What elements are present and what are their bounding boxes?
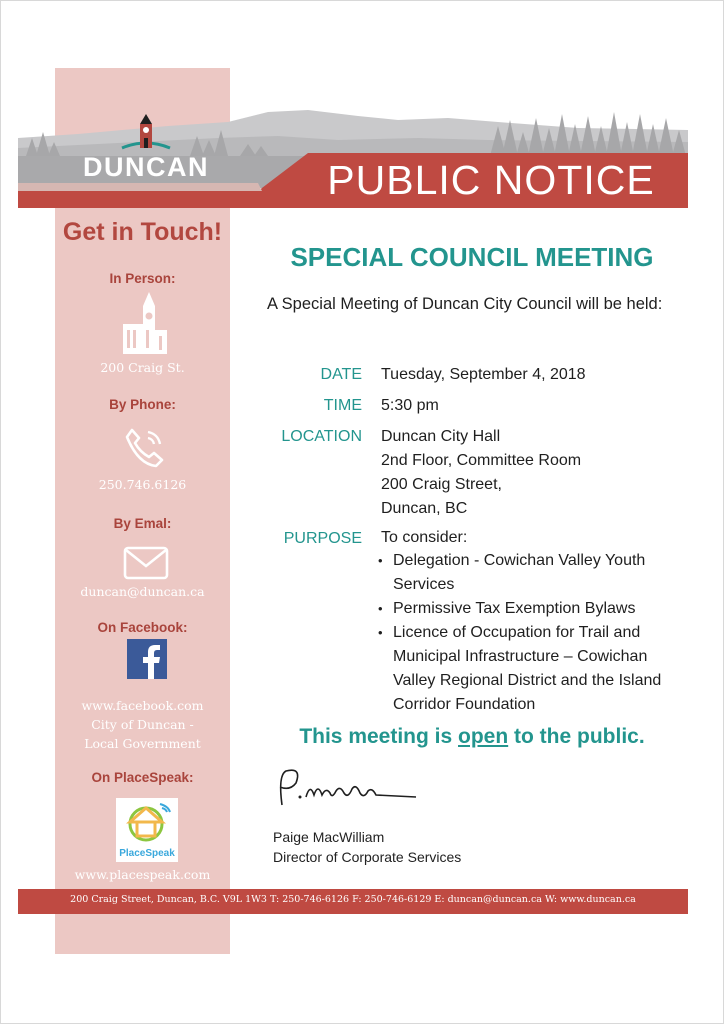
meeting-intro: A Special Meeting of Duncan City Council will be held: [267,295,663,313]
signature-image [272,765,422,811]
facebook-page-name: City of Duncan - [91,717,194,732]
phone-label: By Phone: [109,397,176,412]
sidebar-title: Get in Touch! [62,218,223,246]
email-address: duncan@duncan.ca [80,584,205,599]
purpose-label: PURPOSE [283,530,362,547]
facebook-icon [127,639,167,679]
placespeak-logo-text: PlaceSpeak [119,848,175,859]
location-line: Duncan, BC [381,500,468,517]
date-value: Tuesday, September 4, 2018 [381,366,586,383]
facebook-url: www.facebook.com [81,698,204,713]
time-value: 5:30 pm [381,397,439,414]
envelope-icon [123,546,169,580]
placespeak-logo [116,798,178,862]
city-hall-icon [119,290,171,356]
purpose-item: • Permissive Tax Exemption Bylaws [378,597,688,621]
in-person-label: In Person: [109,271,176,286]
placespeak-house-icon [116,798,178,848]
purpose-list [378,549,688,717]
placespeak-url: www.placespeak.com [74,867,211,882]
in-person-address: 200 Craig St. [100,360,185,375]
open-text-pre: This meeting is [299,725,459,748]
date-label: DATE [320,366,362,383]
placespeak-label: On PlaceSpeak: [91,770,194,785]
purpose-item: • Licence of Occupation for Trail and Municipal Infrastructure – Cowichan Valley Regional District and the Island Corridor Foundation [378,621,688,717]
signatory-name: Paige MacWilliam [273,829,385,845]
email-label: By Emal: [113,516,172,531]
purpose-intro: To consider: [381,529,468,546]
facebook-page-type: Local Government [84,736,201,751]
purpose-item: • Delegation - Cowichan Valley Youth Services [378,549,688,597]
location-line: Duncan City Hall [381,428,501,445]
open-to-public-statement [262,725,682,749]
time-label: TIME [323,397,362,414]
public-notice-title: PUBLIC NOTICE [327,157,655,203]
location-label: LOCATION [281,428,362,445]
phone-icon [122,424,168,470]
open-text-emphasis: open [458,725,509,748]
duncan-clock-tower-logo-icon [118,112,174,156]
duncan-logo-wordmark: DUNCAN [83,152,209,182]
location-line: 200 Craig Street, [381,476,502,493]
open-text-post: to the public. [508,725,645,748]
facebook-label: On Facebook: [97,620,188,635]
footer-bar [18,889,688,914]
signatory-title: Director of Corporate Services [273,849,462,865]
location-line: 2nd Floor, Committee Room [381,452,582,469]
phone-number: 250.746.6126 [98,477,187,492]
meeting-heading: SPECIAL COUNCIL MEETING [290,242,654,272]
footer-contact-text: 200 Craig Street, Duncan, B.C. V9L 1W3 T: 250-746-6126 F: 250-746-6129 E: duncan@duncan.ca W: www.duncan.ca [70,894,636,905]
